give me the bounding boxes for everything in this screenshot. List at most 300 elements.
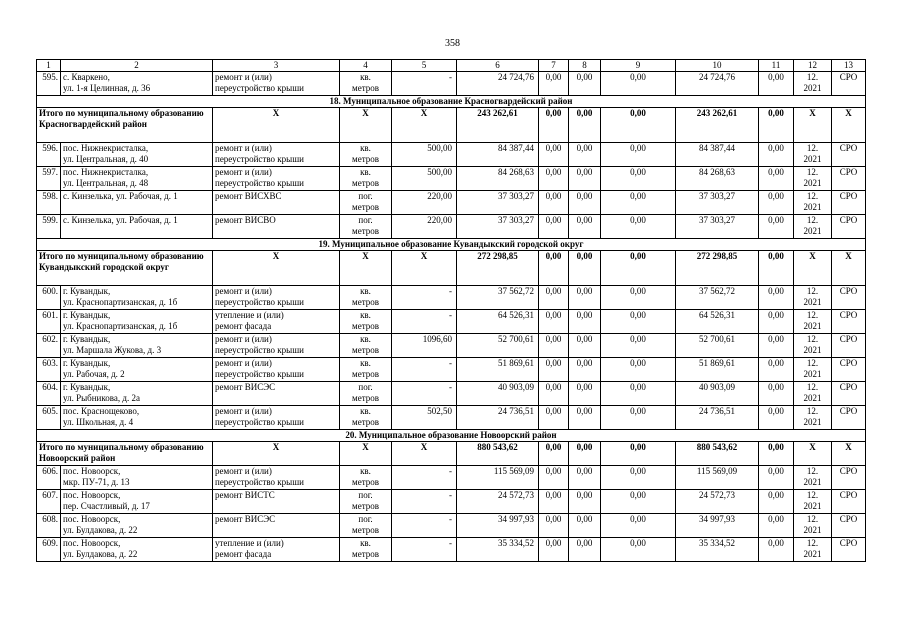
work-type-line1: ремонт ВИСЭС: [215, 382, 276, 392]
completion-date: [794, 538, 832, 562]
completion-date-line1: 12.: [806, 406, 819, 416]
column-number-4: 4: [340, 60, 392, 72]
completion-date-line2: 2021: [803, 321, 822, 331]
work-type: [213, 286, 340, 310]
repair-method: СРО: [832, 406, 866, 430]
address-line1: г. Кувандык,: [63, 358, 111, 368]
row-number: 595.: [37, 72, 61, 96]
col9-value: 0,00: [601, 286, 676, 310]
table-row: [37, 358, 866, 382]
completion-date-line1: 12.: [806, 382, 819, 392]
work-type: [213, 72, 340, 96]
address-line2: ул. Краснопартизанская, д. 1б: [63, 321, 178, 331]
repair-method: СРО: [832, 167, 866, 191]
work-type: [213, 538, 340, 562]
total-x-method: X: [832, 442, 866, 466]
address-line1: пос. Новоорск,: [63, 466, 121, 476]
row-number: 599.: [37, 215, 61, 239]
col8-value: 0,00: [569, 167, 601, 191]
column-number-6: 6: [457, 60, 539, 72]
work-type-line1: утепление и (или): [215, 538, 284, 548]
municipality-total-row: [37, 251, 866, 286]
work-type: [213, 406, 340, 430]
repair-method: СРО: [832, 358, 866, 382]
unit: [340, 72, 392, 96]
col8-value: 0,00: [569, 72, 601, 96]
col8-value: 0,00: [569, 406, 601, 430]
address: [61, 514, 213, 538]
work-type-line1: ремонт и (или): [215, 334, 272, 344]
work-type-line2: ремонт фасада: [215, 549, 272, 559]
col9-value: 0,00: [601, 466, 676, 490]
row-number: 596.: [37, 143, 61, 167]
unit: [340, 538, 392, 562]
column-number-5: 5: [392, 60, 457, 72]
total-col8: 0,00: [569, 251, 601, 286]
unit-line2: метров: [352, 321, 379, 331]
unit-line1: кв.: [360, 167, 371, 177]
completion-date: [794, 215, 832, 239]
unit: [340, 514, 392, 538]
total-x-unit: X: [340, 108, 392, 143]
address: [61, 167, 213, 191]
address-line2: ул. Центральная, д. 40: [63, 154, 149, 164]
completion-date: [794, 143, 832, 167]
unit-line1: кв.: [360, 72, 371, 82]
completion-date: [794, 334, 832, 358]
row-number: 605.: [37, 406, 61, 430]
completion-date-line1: 12.: [806, 167, 819, 177]
unit: [340, 406, 392, 430]
total-cost: 35 334,52: [457, 538, 539, 562]
col10-value: 84 268,63: [676, 167, 759, 191]
total-x-method: X: [832, 108, 866, 143]
unit: [340, 215, 392, 239]
column-number-13: 13: [832, 60, 866, 72]
col11-value: 0,00: [759, 215, 794, 239]
quantity: 502,50: [392, 406, 457, 430]
table-row: [37, 167, 866, 191]
work-type-line2: ремонт фасада: [215, 321, 272, 331]
col7-value: 0,00: [539, 72, 569, 96]
table-row: [37, 382, 866, 406]
total-x-qty: X: [392, 108, 457, 143]
col9-value: 0,00: [601, 72, 676, 96]
total-col7: 0,00: [539, 108, 569, 143]
repair-method: СРО: [832, 466, 866, 490]
unit-line2: метров: [352, 178, 379, 188]
repair-method: СРО: [832, 538, 866, 562]
row-number: 598.: [37, 191, 61, 215]
address-line2: ул. Центральная, д. 48: [63, 178, 149, 188]
col7-value: 0,00: [539, 310, 569, 334]
unit-line1: кв.: [360, 406, 371, 416]
completion-date-line1: 12.: [806, 215, 819, 225]
completion-date-line1: 12.: [806, 358, 819, 368]
unit-line1: кв.: [360, 466, 371, 476]
address-line1: г. Кувандык,: [63, 286, 111, 296]
address: [61, 406, 213, 430]
col11-value: 0,00: [759, 72, 794, 96]
row-number: 606.: [37, 466, 61, 490]
col11-value: 0,00: [759, 514, 794, 538]
table-row: [37, 334, 866, 358]
col7-value: 0,00: [539, 406, 569, 430]
completion-date-line2: 2021: [803, 297, 822, 307]
capital-repair-table: [36, 59, 866, 562]
unit-line1: кв.: [360, 334, 371, 344]
unit-line1: кв.: [360, 538, 371, 548]
address-line2: ул. Рыбникова, д. 2а: [63, 393, 140, 403]
section-title: 18. Муниципальное образование Красногвардейский район: [37, 96, 866, 108]
total-cost: 37 303,27: [457, 191, 539, 215]
table-row: [37, 191, 866, 215]
work-type-line2: переустройство крыши: [215, 178, 304, 188]
work-type-line1: ремонт и (или): [215, 406, 272, 416]
completion-date-line2: 2021: [803, 345, 822, 355]
repair-method: СРО: [832, 514, 866, 538]
total-x-work: X: [213, 251, 340, 286]
total-cost: 34 997,93: [457, 514, 539, 538]
quantity: -: [392, 538, 457, 562]
unit: [340, 167, 392, 191]
repair-method: СРО: [832, 382, 866, 406]
column-number-10: 10: [676, 60, 759, 72]
work-type: [213, 466, 340, 490]
address-line1: г. Кувандык,: [63, 334, 111, 344]
col7-value: 0,00: [539, 538, 569, 562]
unit-line1: пог.: [358, 514, 373, 524]
row-number: 608.: [37, 514, 61, 538]
total-cost: 84 387,44: [457, 143, 539, 167]
total-cost: 64 526,31: [457, 310, 539, 334]
address-line2: ул. Булдакова, д. 22: [63, 525, 138, 535]
unit-line2: метров: [352, 393, 379, 403]
completion-date: [794, 466, 832, 490]
total-cost: 40 903,09: [457, 382, 539, 406]
quantity: -: [392, 72, 457, 96]
section-heading-row: [37, 96, 866, 108]
unit-line2: метров: [352, 501, 379, 511]
work-type: [213, 191, 340, 215]
completion-date-line1: 12.: [806, 538, 819, 548]
unit: [340, 466, 392, 490]
table-row: [37, 514, 866, 538]
column-number-11: 11: [759, 60, 794, 72]
col8-value: 0,00: [569, 490, 601, 514]
col9-value: 0,00: [601, 358, 676, 382]
work-type-line1: ремонт и (или): [215, 72, 272, 82]
col11-value: 0,00: [759, 538, 794, 562]
address-line2: ул. Рабочая, д. 2: [63, 369, 125, 379]
total-x-qty: X: [392, 251, 457, 286]
address-line1: г. Кувандык,: [63, 310, 111, 320]
col10-value: 24 724,76: [676, 72, 759, 96]
total-cost: 24 724,76: [457, 72, 539, 96]
unit-line1: кв.: [360, 286, 371, 296]
address-line2: пер. Счастливый, д. 17: [63, 501, 150, 511]
address: [61, 334, 213, 358]
table-row: [37, 406, 866, 430]
completion-date-line2: 2021: [803, 393, 822, 403]
col10-value: 34 997,93: [676, 514, 759, 538]
address: [61, 310, 213, 334]
total-col8: 0,00: [569, 442, 601, 466]
completion-date-line1: 12.: [806, 72, 819, 82]
col11-value: 0,00: [759, 358, 794, 382]
completion-date-line1: 12.: [806, 514, 819, 524]
total-x-unit: X: [340, 251, 392, 286]
work-type-line1: ремонт ВИСХВС: [215, 191, 282, 201]
total-col10: 880 543,62: [676, 442, 759, 466]
address-line1: г. Кувандык,: [63, 382, 111, 392]
col7-value: 0,00: [539, 358, 569, 382]
total-col11: 0,00: [759, 108, 794, 143]
col9-value: 0,00: [601, 167, 676, 191]
column-number-2: 2: [61, 60, 213, 72]
col11-value: 0,00: [759, 466, 794, 490]
unit-line1: кв.: [360, 358, 371, 368]
col9-value: 0,00: [601, 538, 676, 562]
unit-line2: метров: [352, 154, 379, 164]
completion-date-line2: 2021: [803, 154, 822, 164]
unit-line1: пог.: [358, 490, 373, 500]
repair-method: СРО: [832, 191, 866, 215]
work-type-line2: переустройство крыши: [215, 154, 304, 164]
col9-value: 0,00: [601, 382, 676, 406]
repair-method: СРО: [832, 286, 866, 310]
col9-value: 0,00: [601, 215, 676, 239]
row-number: 603.: [37, 358, 61, 382]
repair-method: СРО: [832, 143, 866, 167]
col7-value: 0,00: [539, 490, 569, 514]
col9-value: 0,00: [601, 143, 676, 167]
col11-value: 0,00: [759, 334, 794, 358]
total-col11: 0,00: [759, 442, 794, 466]
unit-line2: метров: [352, 345, 379, 355]
quantity: 1096,60: [392, 334, 457, 358]
unit-line2: метров: [352, 226, 379, 236]
col8-value: 0,00: [569, 191, 601, 215]
completion-date: [794, 167, 832, 191]
unit-line1: кв.: [360, 143, 371, 153]
total-x-unit: X: [340, 442, 392, 466]
unit: [340, 286, 392, 310]
completion-date-line2: 2021: [803, 369, 822, 379]
quantity: -: [392, 286, 457, 310]
col10-value: 37 562,72: [676, 286, 759, 310]
completion-date: [794, 310, 832, 334]
quantity: -: [392, 358, 457, 382]
total-cost: 24 736,51: [457, 406, 539, 430]
repair-method: СРО: [832, 215, 866, 239]
col7-value: 0,00: [539, 143, 569, 167]
quantity: -: [392, 382, 457, 406]
completion-date-line1: 12.: [806, 490, 819, 500]
completion-date-line2: 2021: [803, 202, 822, 212]
row-number: 600.: [37, 286, 61, 310]
work-type-line1: ремонт и (или): [215, 466, 272, 476]
work-type: [213, 334, 340, 358]
col10-value: 115 569,09: [676, 466, 759, 490]
work-type-line2: переустройство крыши: [215, 417, 304, 427]
total-label: Итого по муниципальному образованию Красногвардейский район: [37, 108, 213, 143]
col9-value: 0,00: [601, 191, 676, 215]
total-col7: 0,00: [539, 442, 569, 466]
col8-value: 0,00: [569, 286, 601, 310]
col8-value: 0,00: [569, 143, 601, 167]
col10-value: 52 700,61: [676, 334, 759, 358]
repair-method: СРО: [832, 490, 866, 514]
total-cost: 243 262,61: [457, 108, 539, 143]
total-cost: 84 268,63: [457, 167, 539, 191]
unit: [340, 334, 392, 358]
unit-line1: пог.: [358, 215, 373, 225]
total-cost: 52 700,61: [457, 334, 539, 358]
unit: [340, 382, 392, 406]
unit: [340, 191, 392, 215]
completion-date: [794, 286, 832, 310]
total-x-year: X: [794, 251, 832, 286]
work-type: [213, 514, 340, 538]
col10-value: 37 303,27: [676, 191, 759, 215]
total-col11: 0,00: [759, 251, 794, 286]
address-line2: ул. Школьная, д. 4: [63, 417, 134, 427]
table-row: [37, 466, 866, 490]
col8-value: 0,00: [569, 334, 601, 358]
col9-value: 0,00: [601, 406, 676, 430]
total-x-work: X: [213, 108, 340, 143]
unit-line1: пог.: [358, 382, 373, 392]
quantity: 220,00: [392, 191, 457, 215]
address-line1: пос. Новоорск,: [63, 514, 121, 524]
col11-value: 0,00: [759, 310, 794, 334]
address-line1: пос. Нижнекристалка,: [63, 143, 149, 153]
total-x-work: X: [213, 442, 340, 466]
completion-date-line1: 12.: [806, 334, 819, 344]
row-number: 601.: [37, 310, 61, 334]
col11-value: 0,00: [759, 382, 794, 406]
unit-line2: метров: [352, 417, 379, 427]
col7-value: 0,00: [539, 191, 569, 215]
work-type: [213, 358, 340, 382]
unit: [340, 490, 392, 514]
completion-date-line2: 2021: [803, 226, 822, 236]
table-row: [37, 143, 866, 167]
total-cost: 24 572,73: [457, 490, 539, 514]
col10-value: 84 387,44: [676, 143, 759, 167]
total-cost: 51 869,61: [457, 358, 539, 382]
table-body: [37, 60, 866, 562]
completion-date-line1: 12.: [806, 466, 819, 476]
address: [61, 490, 213, 514]
col7-value: 0,00: [539, 466, 569, 490]
completion-date-line2: 2021: [803, 417, 822, 427]
repair-method: СРО: [832, 310, 866, 334]
address: [61, 358, 213, 382]
address: [61, 466, 213, 490]
unit-line1: кв.: [360, 310, 371, 320]
col9-value: 0,00: [601, 310, 676, 334]
col7-value: 0,00: [539, 514, 569, 538]
total-cost: 880 543,62: [457, 442, 539, 466]
address-line2: ул. Краснопартизанская, д. 1б: [63, 297, 178, 307]
col10-value: 64 526,31: [676, 310, 759, 334]
address: [61, 191, 213, 215]
col8-value: 0,00: [569, 382, 601, 406]
total-cost: 115 569,09: [457, 466, 539, 490]
work-type: [213, 215, 340, 239]
quantity: 500,00: [392, 167, 457, 191]
completion-date: [794, 490, 832, 514]
completion-date-line2: 2021: [803, 477, 822, 487]
unit-line2: метров: [352, 477, 379, 487]
address: [61, 215, 213, 239]
total-col8: 0,00: [569, 108, 601, 143]
work-type-line1: утепление и (или): [215, 310, 284, 320]
work-type: [213, 382, 340, 406]
quantity: -: [392, 466, 457, 490]
work-type-line2: переустройство крыши: [215, 83, 304, 93]
total-cost: 37 303,27: [457, 215, 539, 239]
total-col10: 272 298,85: [676, 251, 759, 286]
total-col9: 0,00: [601, 251, 676, 286]
quantity: 500,00: [392, 143, 457, 167]
col9-value: 0,00: [601, 334, 676, 358]
repair-method: СРО: [832, 334, 866, 358]
col7-value: 0,00: [539, 334, 569, 358]
work-type-line1: ремонт ВИСТС: [215, 490, 275, 500]
completion-date: [794, 406, 832, 430]
completion-date: [794, 358, 832, 382]
row-number: 597.: [37, 167, 61, 191]
col8-value: 0,00: [569, 310, 601, 334]
unit: [340, 310, 392, 334]
work-type-line1: ремонт ВИСЭС: [215, 514, 276, 524]
work-type-line1: ремонт и (или): [215, 143, 272, 153]
address-line2: ул. Маршала Жукова, д. 3: [63, 345, 162, 355]
address-line1: пос. Новоорск,: [63, 538, 121, 548]
col7-value: 0,00: [539, 215, 569, 239]
work-type: [213, 490, 340, 514]
completion-date-line2: 2021: [803, 549, 822, 559]
section-title: 20. Муниципальное образование Новоорский район: [37, 430, 866, 442]
total-x-qty: X: [392, 442, 457, 466]
col8-value: 0,00: [569, 514, 601, 538]
col10-value: 40 903,09: [676, 382, 759, 406]
col10-value: 24 736,51: [676, 406, 759, 430]
col11-value: 0,00: [759, 143, 794, 167]
table-row: [37, 538, 866, 562]
total-col9: 0,00: [601, 442, 676, 466]
completion-date-line1: 12.: [806, 191, 819, 201]
total-col9: 0,00: [601, 108, 676, 143]
work-type-line2: переустройство крыши: [215, 369, 304, 379]
address-line1: пос. Нижнекристалка,: [63, 167, 149, 177]
col9-value: 0,00: [601, 490, 676, 514]
column-number-7: 7: [539, 60, 569, 72]
quantity: -: [392, 490, 457, 514]
address-line2: ул. 1-я Целинная, д. 36: [63, 83, 151, 93]
total-label: Итого по муниципальному образованию Кувандыкский городской округ: [37, 251, 213, 286]
work-type-line1: ремонт и (или): [215, 358, 272, 368]
work-type-line1: ремонт и (или): [215, 167, 272, 177]
unit-line2: метров: [352, 297, 379, 307]
quantity: 220,00: [392, 215, 457, 239]
address: [61, 382, 213, 406]
unit-line2: метров: [352, 525, 379, 535]
address-line1: с. Кинзелька, ул. Рабочая, д. 1: [63, 191, 178, 201]
